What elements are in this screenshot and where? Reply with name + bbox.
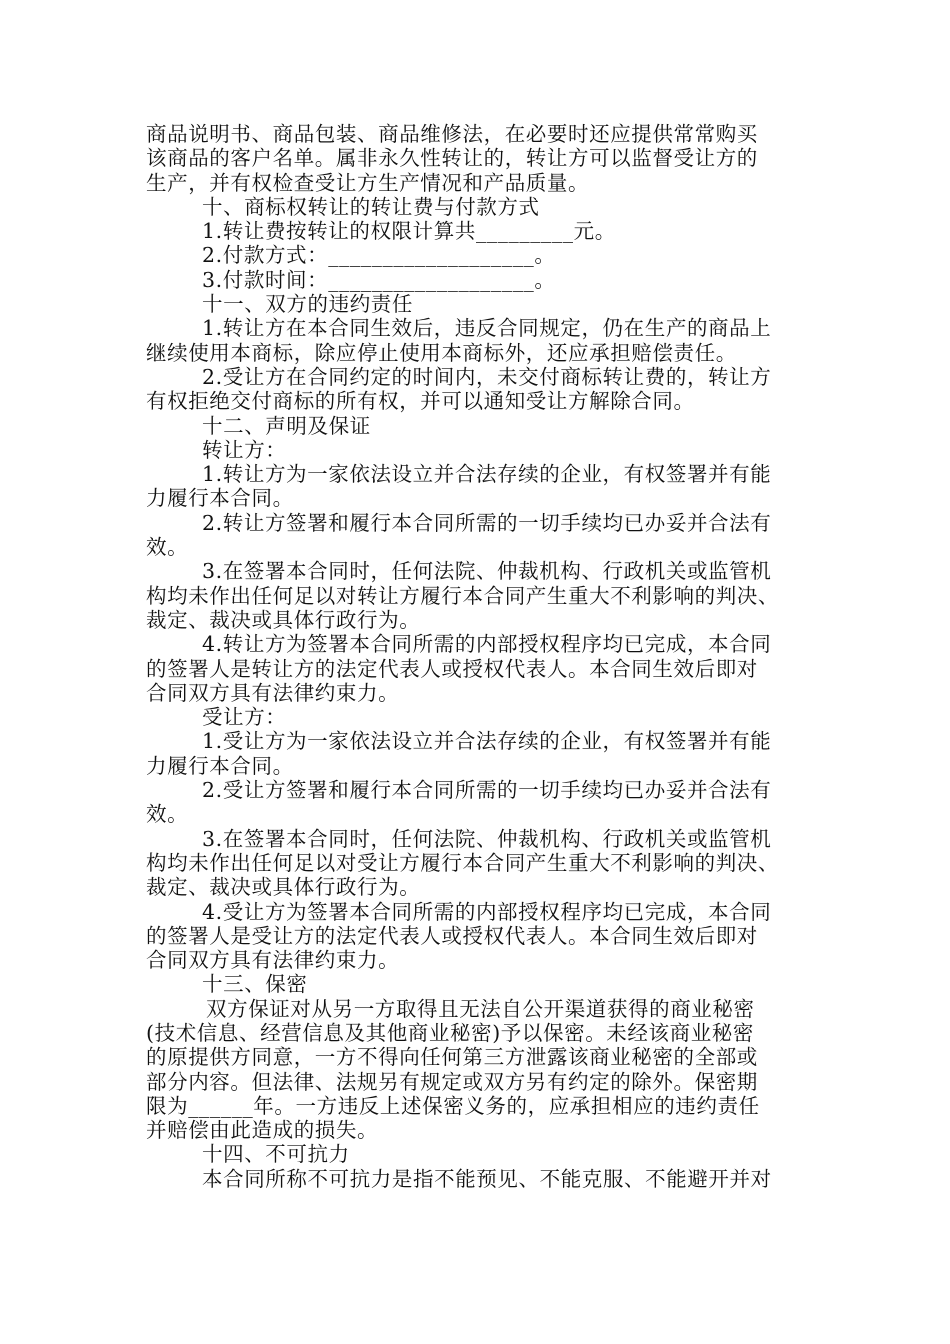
paragraph xyxy=(146,559,826,632)
paragraph xyxy=(146,900,826,973)
text-line: 本合同所称不可抗力是指不能预见、不能克服、不能避开并对 xyxy=(202,1166,772,1191)
text-line: 2.受让方在合同约定的时间内，未交付商标转让费的，转让方 xyxy=(202,364,772,389)
text-line: 1.受让方为一家依法设立并合法存续的企业，有权签署并有能 xyxy=(202,729,772,754)
paragraph xyxy=(146,827,826,900)
section-heading xyxy=(146,195,826,219)
text-line: 并赔偿由此造成的损失。 xyxy=(146,1118,379,1143)
text-line: 2.付款方式：___________________。 xyxy=(202,243,556,268)
document-page xyxy=(146,122,826,1191)
section-heading xyxy=(146,414,826,438)
text-line: 2.转让方签署和履行本合同所需的一切手续均已办妥并合法有 xyxy=(202,510,772,535)
paragraph xyxy=(146,365,826,414)
text-line: 效。 xyxy=(146,535,189,560)
text-line: 部分内容。但法律、法规另有规定或双方另有约定的除外。保密期 xyxy=(146,1069,758,1094)
section-heading xyxy=(146,972,826,996)
paragraph xyxy=(146,243,826,267)
paragraph xyxy=(146,438,826,462)
text-line: 的原提供方同意，一方不得向任何第三方泄露该商业秘密的全部或 xyxy=(146,1045,758,1070)
text-line: 十、商标权转让的转让费与付款方式 xyxy=(202,194,540,219)
text-line: 效。 xyxy=(146,802,189,827)
text-line: 合同双方具有法律约束力。 xyxy=(146,680,400,705)
paragraph xyxy=(146,462,826,511)
text-line: 商品说明书、商品包装、商品维修法，在必要时还应提供常常购买 xyxy=(146,122,758,146)
text-line: 3.在签署本合同时，任何法院、仲裁机构、行政机关或监管机 xyxy=(202,559,772,584)
text-line: 3.在签署本合同时，任何法院、仲裁机构、行政机关或监管机 xyxy=(202,826,772,851)
text-line: 力履行本合同。 xyxy=(146,753,294,778)
paragraph xyxy=(146,997,826,1143)
paragraph xyxy=(146,511,826,560)
text-line: 构均未作出任何足以对转让方履行本合同产生重大不利影响的判决、 xyxy=(146,583,779,608)
paragraph xyxy=(146,729,826,778)
text-line: 有权拒绝交付商标的所有权，并可以通知受让方解除合同。 xyxy=(146,389,695,414)
text-line: 合同双方具有法律约束力。 xyxy=(146,948,400,973)
paragraph xyxy=(146,219,826,243)
text-line: 2.受让方签署和履行本合同所需的一切手续均已办妥并合法有 xyxy=(202,778,772,803)
text-line: 限为______年。一方违反上述保密义务的，应承担相应的违约责任 xyxy=(146,1093,760,1118)
text-line: (技术信息、经营信息及其他商业秘密)予以保密。未经该商业秘密 xyxy=(146,1020,754,1045)
text-line: 生产，并有权检查受让方生产情况和产品质量。 xyxy=(146,170,590,195)
text-line: 的签署人是受让方的法定代表人或授权代表人。本合同生效后即对 xyxy=(146,923,758,948)
section-heading xyxy=(146,1142,826,1166)
text-line: 力履行本合同。 xyxy=(146,486,294,511)
text-line: 十四、不可抗力 xyxy=(202,1142,350,1167)
paragraph xyxy=(146,1167,826,1191)
text-line: 构均未作出任何足以对受让方履行本合同产生重大不利影响的判决、 xyxy=(146,850,779,875)
text-line: 裁定、裁决或具体行政行为。 xyxy=(146,607,421,632)
paragraph xyxy=(146,705,826,729)
text-line: 十一、双方的违约责任 xyxy=(202,292,413,317)
text-line: 4.受让方为签署本合同所需的内部授权程序均已完成，本合同 xyxy=(202,899,772,924)
text-line: 双方保证对从另一方取得且无法自公开渠道获得的商业秘密 xyxy=(206,996,755,1021)
text-line: 十三、保密 xyxy=(202,972,308,997)
text-line: 受让方： xyxy=(202,705,287,730)
paragraph xyxy=(146,268,826,292)
text-line: 十二、声明及保证 xyxy=(202,413,371,438)
text-line: 的签署人是转让方的法定代表人或授权代表人。本合同生效后即对 xyxy=(146,656,758,681)
paragraph xyxy=(146,778,826,827)
text-line: 继续使用本商标，除应停止使用本商标外，还应承担赔偿责任。 xyxy=(146,340,737,365)
section-heading xyxy=(146,292,826,316)
text-line: 1.转让费按转让的权限计算共_________元。 xyxy=(202,219,616,244)
text-line: 4.转让方为签署本合同所需的内部授权程序均已完成，本合同 xyxy=(202,632,772,657)
text-line: 1.转让方在本合同生效后，违反合同规定，仍在生产的商品上 xyxy=(202,316,772,341)
paragraph xyxy=(146,122,826,195)
text-line: 1.转让方为一家依法设立并合法存续的企业，有权签署并有能 xyxy=(202,462,772,487)
text-line: 3.付款时间：___________________。 xyxy=(202,267,556,292)
text-line: 该商品的客户名单。属非永久性转让的，转让方可以监督受让方的 xyxy=(146,146,758,171)
paragraph xyxy=(146,632,826,705)
text-line: 裁定、裁决或具体行政行为。 xyxy=(146,875,421,900)
paragraph xyxy=(146,316,826,365)
text-line: 转让方： xyxy=(202,437,287,462)
